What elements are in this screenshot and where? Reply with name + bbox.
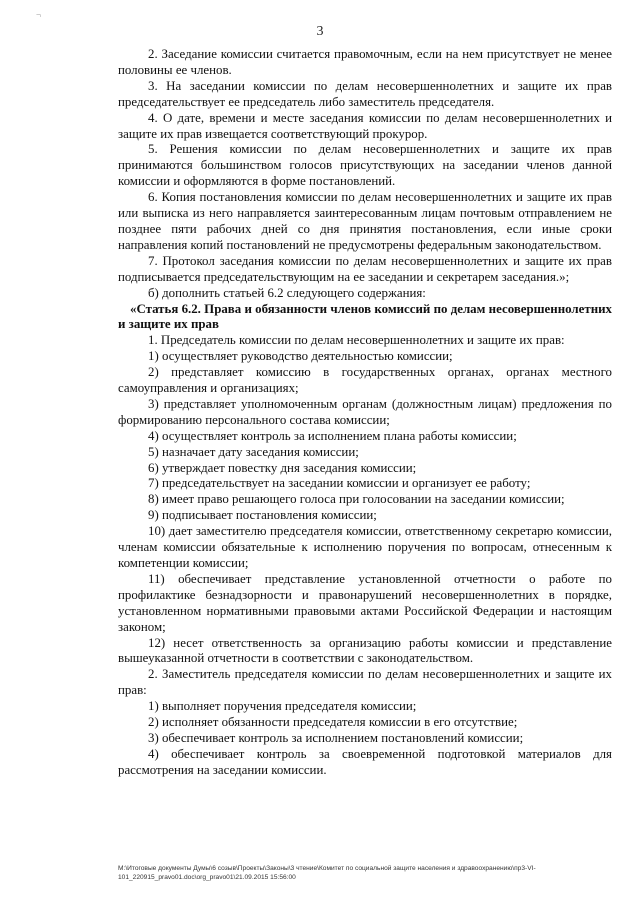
section1-item: 6) утверждает повестку дня заседания комиссии; bbox=[148, 460, 417, 475]
paragraph: 2. Заседание комиссии считается правомочным, если на нем присутствует не менее половины ее членов. bbox=[118, 47, 612, 77]
document-body bbox=[118, 47, 612, 779]
paragraph: б) дополнить статьей 6.2 следующего содержания: bbox=[148, 285, 426, 300]
paragraph: 5. Решения комиссии по делам несовершеннолетних и защите их прав принимаются большинством голосов присутствующих на заседании членов данной комиссии и оформляются в форме постановлений. bbox=[118, 142, 612, 189]
section2-intro: 2. Заместитель председателя комиссии по делам несовершеннолетних и защите их прав: bbox=[118, 667, 612, 698]
section2-item: 3) обеспечивает контроль за исполнением постановлений комиссии; bbox=[148, 730, 524, 745]
paragraph: 7. Протокол заседания комиссии по делам несовершеннолетних и защите их прав подписывается председательствующим на ее заседании и секретарем заседания.»; bbox=[118, 253, 612, 284]
corner-mark: ¬ bbox=[36, 10, 42, 20]
section1-item: 12) несет ответственность за организацию работы комиссии и представление вышеуказанной отчетности в соответствии с законодательством. bbox=[118, 635, 612, 666]
article-heading: «Статья 6.2. Права и обязанности членов комиссий по делам несовершеннолетних и защите их прав bbox=[118, 301, 612, 332]
section1-item: 1) осуществляет руководство деятельностью комиссии; bbox=[148, 349, 453, 364]
section2-item: 1) выполняет поручения председателя комиссии; bbox=[148, 699, 417, 714]
section1-item: 9) подписывает постановления комиссии; bbox=[148, 508, 377, 523]
section1-item: 7) председательствует на заседании комиссии и организует ее работу; bbox=[148, 476, 531, 491]
section1-item: 4) осуществляет контроль за исполнением плана работы комиссии; bbox=[148, 428, 517, 443]
section1-item: 5) назначает дату заседания комиссии; bbox=[148, 444, 359, 459]
page-number: 3 bbox=[316, 24, 324, 39]
section1-item: 8) имеет право решающего голоса при голосовании на заседании комиссии; bbox=[148, 492, 565, 507]
paragraph: 3. На заседании комиссии по делам несовершеннолетних и защите их прав председательствует ее председатель либо заместитель председателя. bbox=[118, 78, 612, 109]
section2-item: 4) обеспечивает контроль за своевременной подготовкой материалов для рассмотрения на заседании комиссии. bbox=[118, 746, 612, 777]
footer-file-path: M:\Итоговые документы Думы\6 созыв\Проекты\Законы\3 чтение\Комитет по социальной защите населения и здравоохранению\пр3-VI-101_220915_pravo01.doc\org_pravo01\21.09.2015 15:56:00 bbox=[118, 865, 536, 881]
section1-item: 10) дает заместителю председателя комиссии, ответственному секретарю комиссии, членам комиссии обязательные к исполнению поручения по вопросам, отнесенным к компетенции комиссии; bbox=[118, 524, 612, 570]
section1-item: 3) представляет уполномоченным органам (должностным лицам) предложения по формированию персонального состава комиссии; bbox=[118, 396, 612, 427]
section2-item: 2) исполняет обязанности председателя комиссии в его отсутствие; bbox=[148, 715, 518, 730]
paragraph: 4. О дате, времени и месте заседания комиссии по делам несовершеннолетних и защите их прав извещается соответствующий прокурор. bbox=[118, 110, 612, 141]
section1-item: 2) представляет комиссию в государственных органах, органах местного самоуправления и организациях; bbox=[118, 365, 612, 396]
section1-intro: 1. Председатель комиссии по делам несовершеннолетних и защите их прав: bbox=[148, 333, 565, 348]
paragraph: 6. Копия постановления комиссии по делам несовершеннолетних и защите их прав или выписка из него направляется заинтересованным лицам почтовым отправлением не позднее пяти рабочих дней со дня принятия постановления, если иные сроки направления копий постановлений не предусмотрены федеральным законодательством. bbox=[118, 190, 612, 252]
section1-item: 11) обеспечивает представление установленной отчетности о работе по профилактике безнадзорности и правонарушений несовершеннолетних в порядке, установленном нормативными правовыми актами Российской Федерации и настоящим законом; bbox=[118, 571, 612, 634]
